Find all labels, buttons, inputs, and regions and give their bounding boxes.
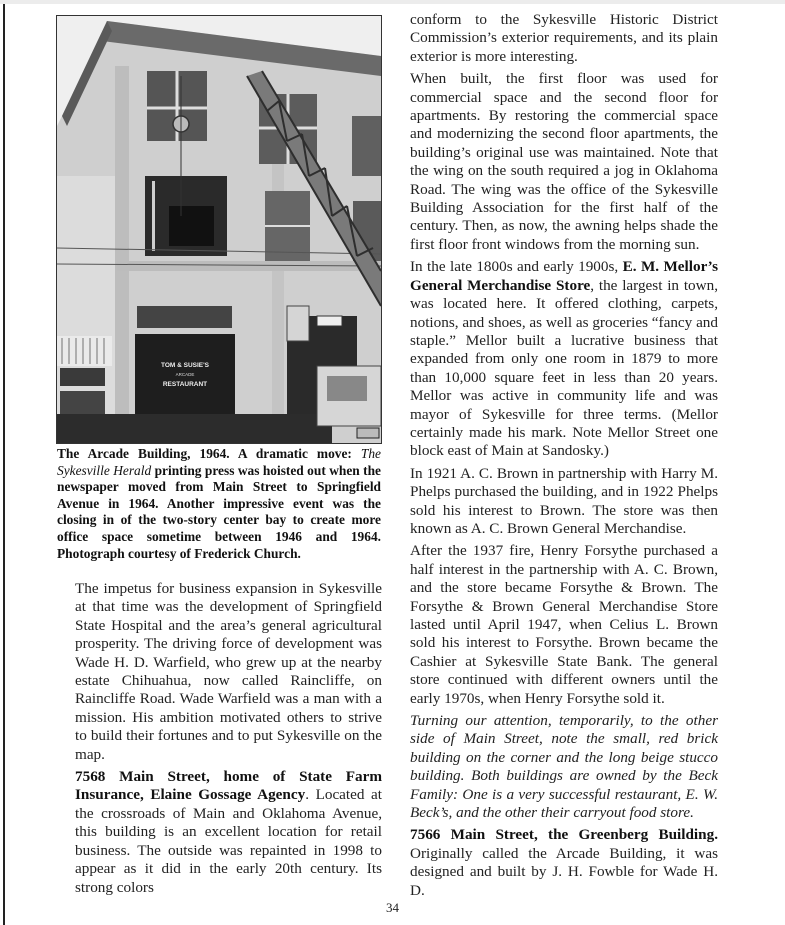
svg-text:TOM & SUSIE'S: TOM & SUSIE'S bbox=[160, 362, 210, 369]
caption-body: printing press was hoisted out when the newspaper moved from Main Street to Springfield Avenue in 1964. Another impressive event was the closing in of the two-story center bay to create more office space sometime between 1946 and 1964. Photograph courtesy of Frederick Church. bbox=[57, 462, 381, 561]
paragraph-7568-main-street bbox=[75, 768, 382, 897]
caption-newspaper-title: The Sykesville Herald bbox=[57, 446, 381, 478]
photo-caption bbox=[57, 446, 381, 562]
paragraph-when-built: When built, the first floor was used for commercial space and the second floor for apartments. By restoring the commercial space and modernizing the second floor apartments, the building’s original use was maintained. Note that the wing on the south required a jog in Oklahoma Road. The wing was the office of the Sykesville Building Association for the first half of the century. Then, as now, the awning helps shade the first floor front windows from the morning sun. bbox=[410, 70, 718, 253]
heading-7568-main-street: 7568 Main Street, home of State Farm Insurance, Elaine Gossage Agency bbox=[75, 768, 382, 804]
svg-text:ARCADE: ARCADE bbox=[175, 372, 195, 377]
mellor-lead: In the late 1800s and early 1900s, bbox=[410, 258, 623, 276]
arcade-building-photo bbox=[56, 15, 382, 444]
paragraph-business-expansion: The impetus for business expansion in Sykesville at that time was the development of Springfield State Hospital and the area’s general agricultural prosperity. The driving force of development was Wade H. D. Warfield, who grew up at the nearby estate Chihuahua, now called Raincliffe, on Raincliffe Road. Wade Warfield was a man with a mission. His ambition motivated others to strive to build their fortunes and to put Sykesville on the map. bbox=[75, 580, 382, 763]
mellor-body: , the largest in town, was located here. It offered clothing, carpets, notions, and shoes, as well as groceries “fancy and staple.” Mellor built a lucrative business that expanded from only one room in 1879 to more than 10,000 square feet in less than 20 years. Mellor was active in community life and was mayor of Sykesville for three terms. (Mellor certainly made his mark. Note Mellor Street one block east of Main at Sandosky.) bbox=[410, 276, 718, 460]
heading-mellors-store: E. M. Mellor’s General Merchandise Store bbox=[410, 258, 719, 294]
paragraph-forsythe-brown: After the 1937 fire, Henry Forsythe purchased a half interest in the partnership with A. C. Brown, and the store became Forsythe & Brown. The Forsythe & Brown General Merchandise Store lasted until April 1947, when Celius L. Brown sold his interest to Forsythe. Brown became the Cashier at Sykesville State Bank. The general store continued with different owners until the early 1970s, when Henry Forsythe sold it. bbox=[410, 542, 718, 707]
caption-lead: The Arcade Building, 1964. A dramatic move: bbox=[57, 446, 361, 461]
paragraph-historic-district: conform to the Sykesville Historic District Commission’s exterior requirements, and its plain exterior is more interesting. bbox=[410, 11, 718, 65]
paragraph-7566-main-street bbox=[410, 826, 718, 900]
paragraph-mellors-store bbox=[410, 258, 718, 460]
left-text-column bbox=[75, 580, 382, 901]
page-left-border bbox=[3, 4, 5, 925]
greenberg-body: Originally called the Arcade Building, it was designed and built by J. H. Fowble for Wade H. D. bbox=[410, 844, 718, 899]
page-number: 34 bbox=[386, 900, 399, 915]
paragraph-beck-family: Turning our attention, temporarily, to the other side of Main Street, note the small, red brick building on the corner and the long beige stucco building. Both buildings are owned by the Beck Family: One is a very successful restaurant, E. W. Beck’s, and the other their carryout food store. bbox=[410, 712, 718, 822]
paragraph-ac-brown: In 1921 A. C. Brown in partnership with Harry M. Phelps purchased the building, and in 1922 Phelps sold his interest to Brown. The store was then known as A. C. Brown General Merchandise. bbox=[410, 464, 718, 537]
top-strip bbox=[0, 0, 785, 4]
paragraph-7568-body: . Located at the crossroads of Main and Oklahoma Avenue, this building is an excellent location for retail business. The outside was repainted in 1998 to appear as it did in the early 20th century. Its strong colors bbox=[75, 786, 383, 896]
right-text-column bbox=[410, 11, 718, 904]
heading-greenberg-building: 7566 Main Street, the Greenberg Building. bbox=[410, 826, 718, 844]
svg-text:RESTAURANT: RESTAURANT bbox=[162, 381, 208, 388]
